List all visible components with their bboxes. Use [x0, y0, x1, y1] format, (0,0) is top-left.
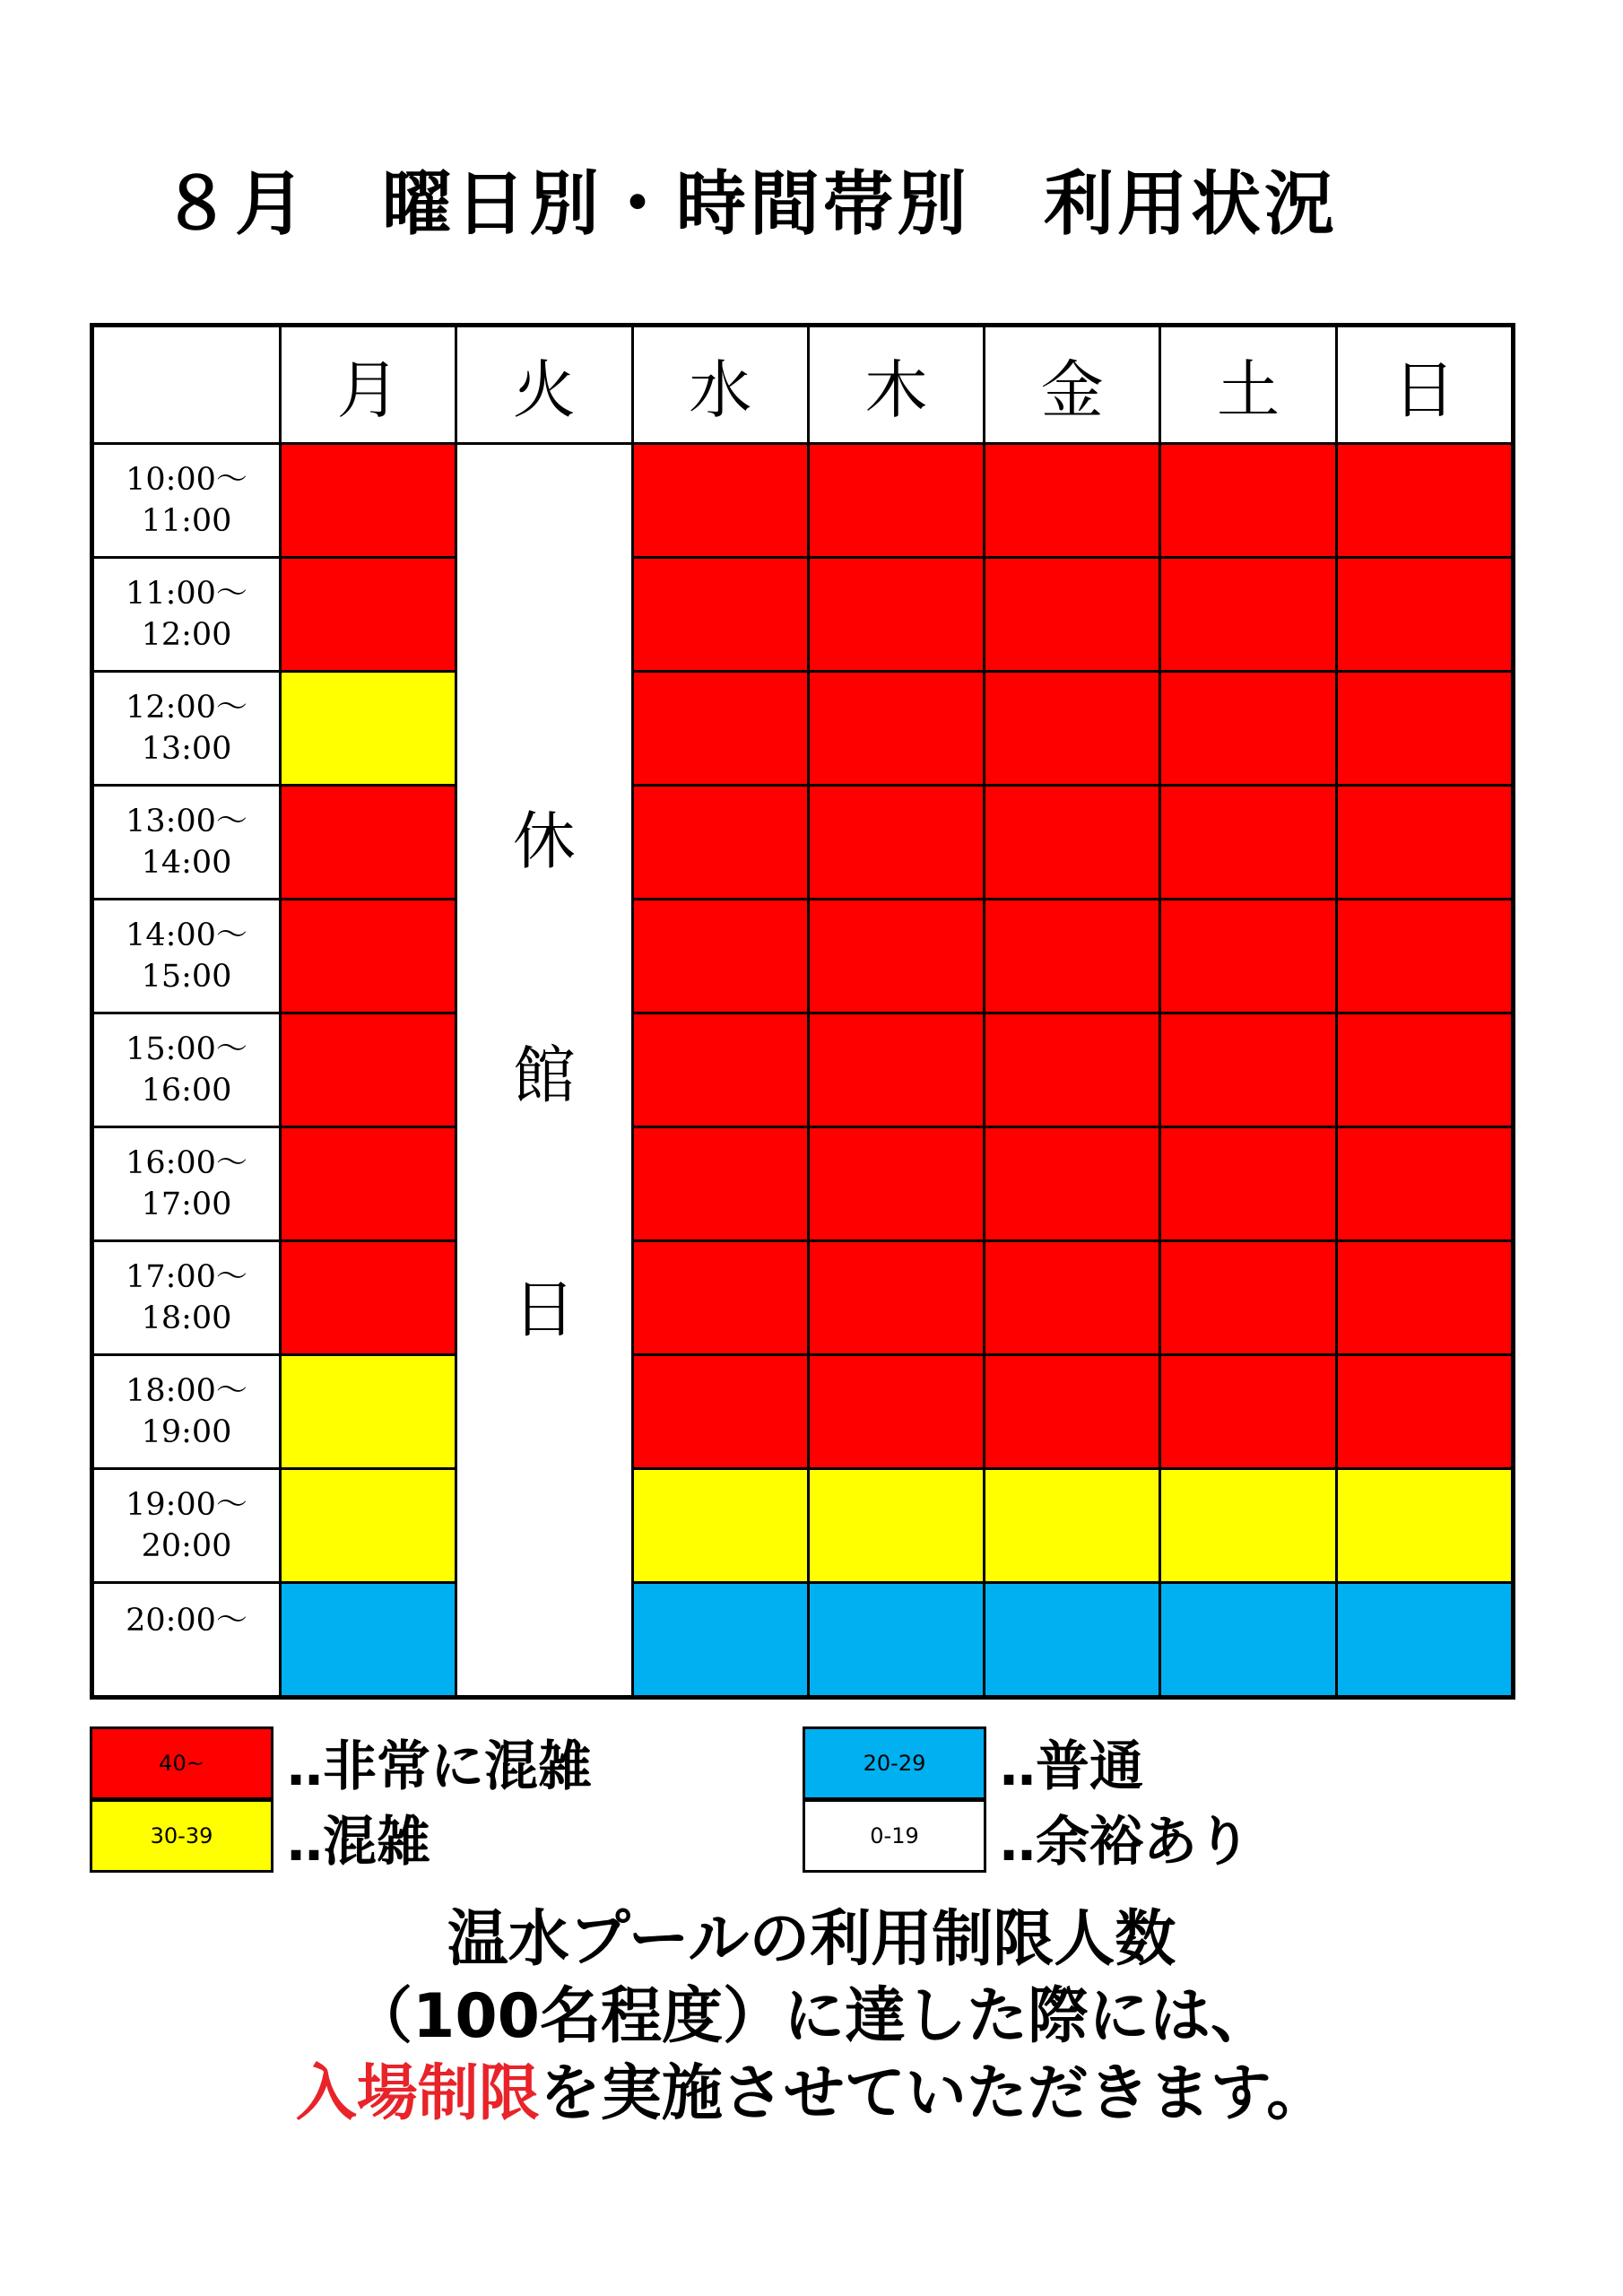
- heatmap-cell: [1338, 1242, 1511, 1353]
- heatmap-cell: [1161, 1242, 1334, 1353]
- heatmap-cell: [985, 1242, 1159, 1353]
- heatmap-cell: [1161, 1014, 1334, 1126]
- heatmap-cell: [810, 787, 983, 898]
- heatmap-cell: [985, 445, 1159, 556]
- heatmap-cell: [634, 1128, 807, 1239]
- heatmap-cell: [1338, 1014, 1511, 1126]
- day-header: 水: [634, 327, 807, 442]
- heatmap-cell: [282, 445, 455, 556]
- notice-line-2: （100名程度）に達した際には、: [352, 1981, 1271, 2052]
- heatmap-cell: [634, 445, 807, 556]
- time-slot-text: 20:00: [141, 1528, 232, 1564]
- heatmap-cell: [634, 1014, 807, 1126]
- heatmap-cell: [810, 673, 983, 784]
- day-header: 木: [810, 327, 983, 442]
- time-slot-text: 15:00: [141, 959, 232, 995]
- heatmap-cell: [282, 1470, 455, 1581]
- heatmap-cell: [810, 559, 983, 670]
- heatmap-cell: [985, 1128, 1159, 1239]
- time-slot-text: 16:00～: [126, 1145, 247, 1181]
- heatmap-cell: [1338, 673, 1511, 784]
- time-slot-text: 16:00: [141, 1073, 232, 1109]
- time-slot-text: 11:00～: [126, 576, 247, 612]
- time-slot-label: [94, 673, 279, 784]
- heatmap-cell: [1338, 1584, 1511, 1695]
- corner-cell: [94, 327, 279, 442]
- heatmap-cell: [282, 787, 455, 898]
- time-slot-text: 13:00～: [126, 804, 247, 839]
- heatmap-cell: [810, 1470, 983, 1581]
- time-slot-text: 17:00: [141, 1187, 232, 1222]
- time-slot-text: 12:00～: [126, 690, 247, 726]
- time-slot-label: [94, 1356, 279, 1467]
- heatmap-cell: [282, 1128, 455, 1239]
- heatmap-cell: [810, 1584, 983, 1695]
- notice-text: [0, 1901, 1623, 2133]
- legend-label: ‥普通: [1000, 1735, 1144, 1798]
- time-slot-text: 17:00～: [126, 1259, 247, 1295]
- heatmap-cell: [1161, 1128, 1334, 1239]
- heatmap-cell: [282, 1014, 455, 1126]
- heatmap-cell: [985, 900, 1159, 1012]
- time-slot-label: [94, 445, 279, 556]
- time-slot-text: 15:00～: [126, 1031, 247, 1067]
- closed-day-char: 休: [512, 804, 576, 878]
- day-header: 金: [985, 327, 1159, 442]
- heatmap-cell: [1161, 445, 1334, 556]
- heatmap-cell: [1338, 559, 1511, 670]
- closed-day-char: 日: [512, 1272, 576, 1346]
- closed-day-char: 館: [512, 1038, 576, 1112]
- heatmap-cell: [634, 1242, 807, 1353]
- time-slot-text: 18:00～: [126, 1373, 247, 1409]
- usage-heatmap: [90, 323, 1515, 1700]
- legend-label: ‥非常に混雑: [287, 1735, 593, 1798]
- heatmap-cell: [810, 900, 983, 1012]
- heatmap-cell: [1161, 787, 1334, 898]
- heatmap-cell: [985, 1470, 1159, 1581]
- heatmap-cell: [810, 1242, 983, 1353]
- heatmap-cell: [1338, 787, 1511, 898]
- heatmap-cell: [282, 1584, 455, 1695]
- legend-label: ‥混雑: [287, 1811, 431, 1874]
- heatmap-cell: [282, 1356, 455, 1467]
- time-slot-text: 14:00～: [126, 918, 247, 953]
- heatmap-cell: [634, 1584, 807, 1695]
- notice-line-3-rest: を実施させていただきます。: [539, 2058, 1328, 2129]
- heatmap-cell: [282, 900, 455, 1012]
- heatmap-cell: [810, 445, 983, 556]
- heatmap-cell: [810, 1128, 983, 1239]
- time-slot-text: 19:00: [141, 1414, 232, 1450]
- day-header: 月: [282, 327, 455, 442]
- legend-swatch: 30-39: [90, 1799, 273, 1873]
- heatmap-cell: [985, 559, 1159, 670]
- time-slot-text: 14:00: [141, 845, 232, 881]
- heatmap-cell: [282, 559, 455, 670]
- time-slot-text: 19:00～: [126, 1487, 247, 1523]
- time-slot-label: [94, 1242, 279, 1353]
- entry-restriction-text: 入場制限: [295, 2058, 540, 2129]
- heatmap-cell: [634, 900, 807, 1012]
- time-slot-text: 20:00～: [126, 1603, 247, 1639]
- time-slot-text: 13:00: [141, 731, 232, 767]
- page-title: ８月 曜日別・時間帯別 利用状況: [161, 164, 1339, 245]
- heatmap-cell: [810, 1014, 983, 1126]
- legend-swatch: 0-19: [803, 1799, 986, 1873]
- heatmap-cell: [985, 1584, 1159, 1695]
- time-slot-text: 10:00～: [126, 462, 247, 498]
- heatmap-cell: [985, 1356, 1159, 1467]
- heatmap-cell: [1161, 1356, 1334, 1467]
- time-slot-label: [94, 1584, 279, 1695]
- heatmap-cell: [1161, 1470, 1334, 1581]
- heatmap-cell: [985, 787, 1159, 898]
- heatmap-cell: [282, 1242, 455, 1353]
- heatmap-cell: [1338, 1470, 1511, 1581]
- day-header: 土: [1161, 327, 1334, 442]
- heatmap-cell: [634, 559, 807, 670]
- time-slot-label: [94, 900, 279, 1012]
- heatmap-cell: [634, 673, 807, 784]
- heatmap-cell: [634, 787, 807, 898]
- legend-swatch: 40~: [90, 1726, 273, 1800]
- heatmap-cell: [634, 1470, 807, 1581]
- heatmap-cell: [1161, 559, 1334, 670]
- heatmap-cell: [1161, 1584, 1334, 1695]
- notice-line-1: 温水プールの利用制限人数: [447, 1904, 1176, 1975]
- time-slot-label: [94, 1470, 279, 1581]
- time-slot-label: [94, 787, 279, 898]
- heatmap-cell: [1161, 900, 1334, 1012]
- time-slot-label: [94, 1128, 279, 1239]
- heatmap-cell: [1338, 445, 1511, 556]
- heatmap-cell: [1161, 673, 1334, 784]
- time-slot-label: [94, 1014, 279, 1126]
- legend-swatch: 20-29: [803, 1726, 986, 1800]
- heatmap-cell: [985, 673, 1159, 784]
- day-header: 火: [457, 327, 630, 442]
- heatmap-cell: [985, 1014, 1159, 1126]
- time-slot-label: [94, 559, 279, 670]
- heatmap-cell: [1338, 1356, 1511, 1467]
- heatmap-cell: [282, 673, 455, 784]
- heatmap-cell: [634, 1356, 807, 1467]
- day-header: 日: [1338, 327, 1511, 442]
- heatmap-cell: [1338, 900, 1511, 1012]
- time-slot-text: 18:00: [141, 1300, 232, 1336]
- closed-day-column: [457, 445, 630, 1695]
- time-slot-text: 12:00: [141, 617, 232, 653]
- heatmap-cell: [810, 1356, 983, 1467]
- heatmap-cell: [1338, 1128, 1511, 1239]
- legend-label: ‥余裕あり: [1000, 1811, 1252, 1874]
- notice-line-3: [0, 2056, 1623, 2133]
- time-slot-text: 11:00: [141, 503, 232, 539]
